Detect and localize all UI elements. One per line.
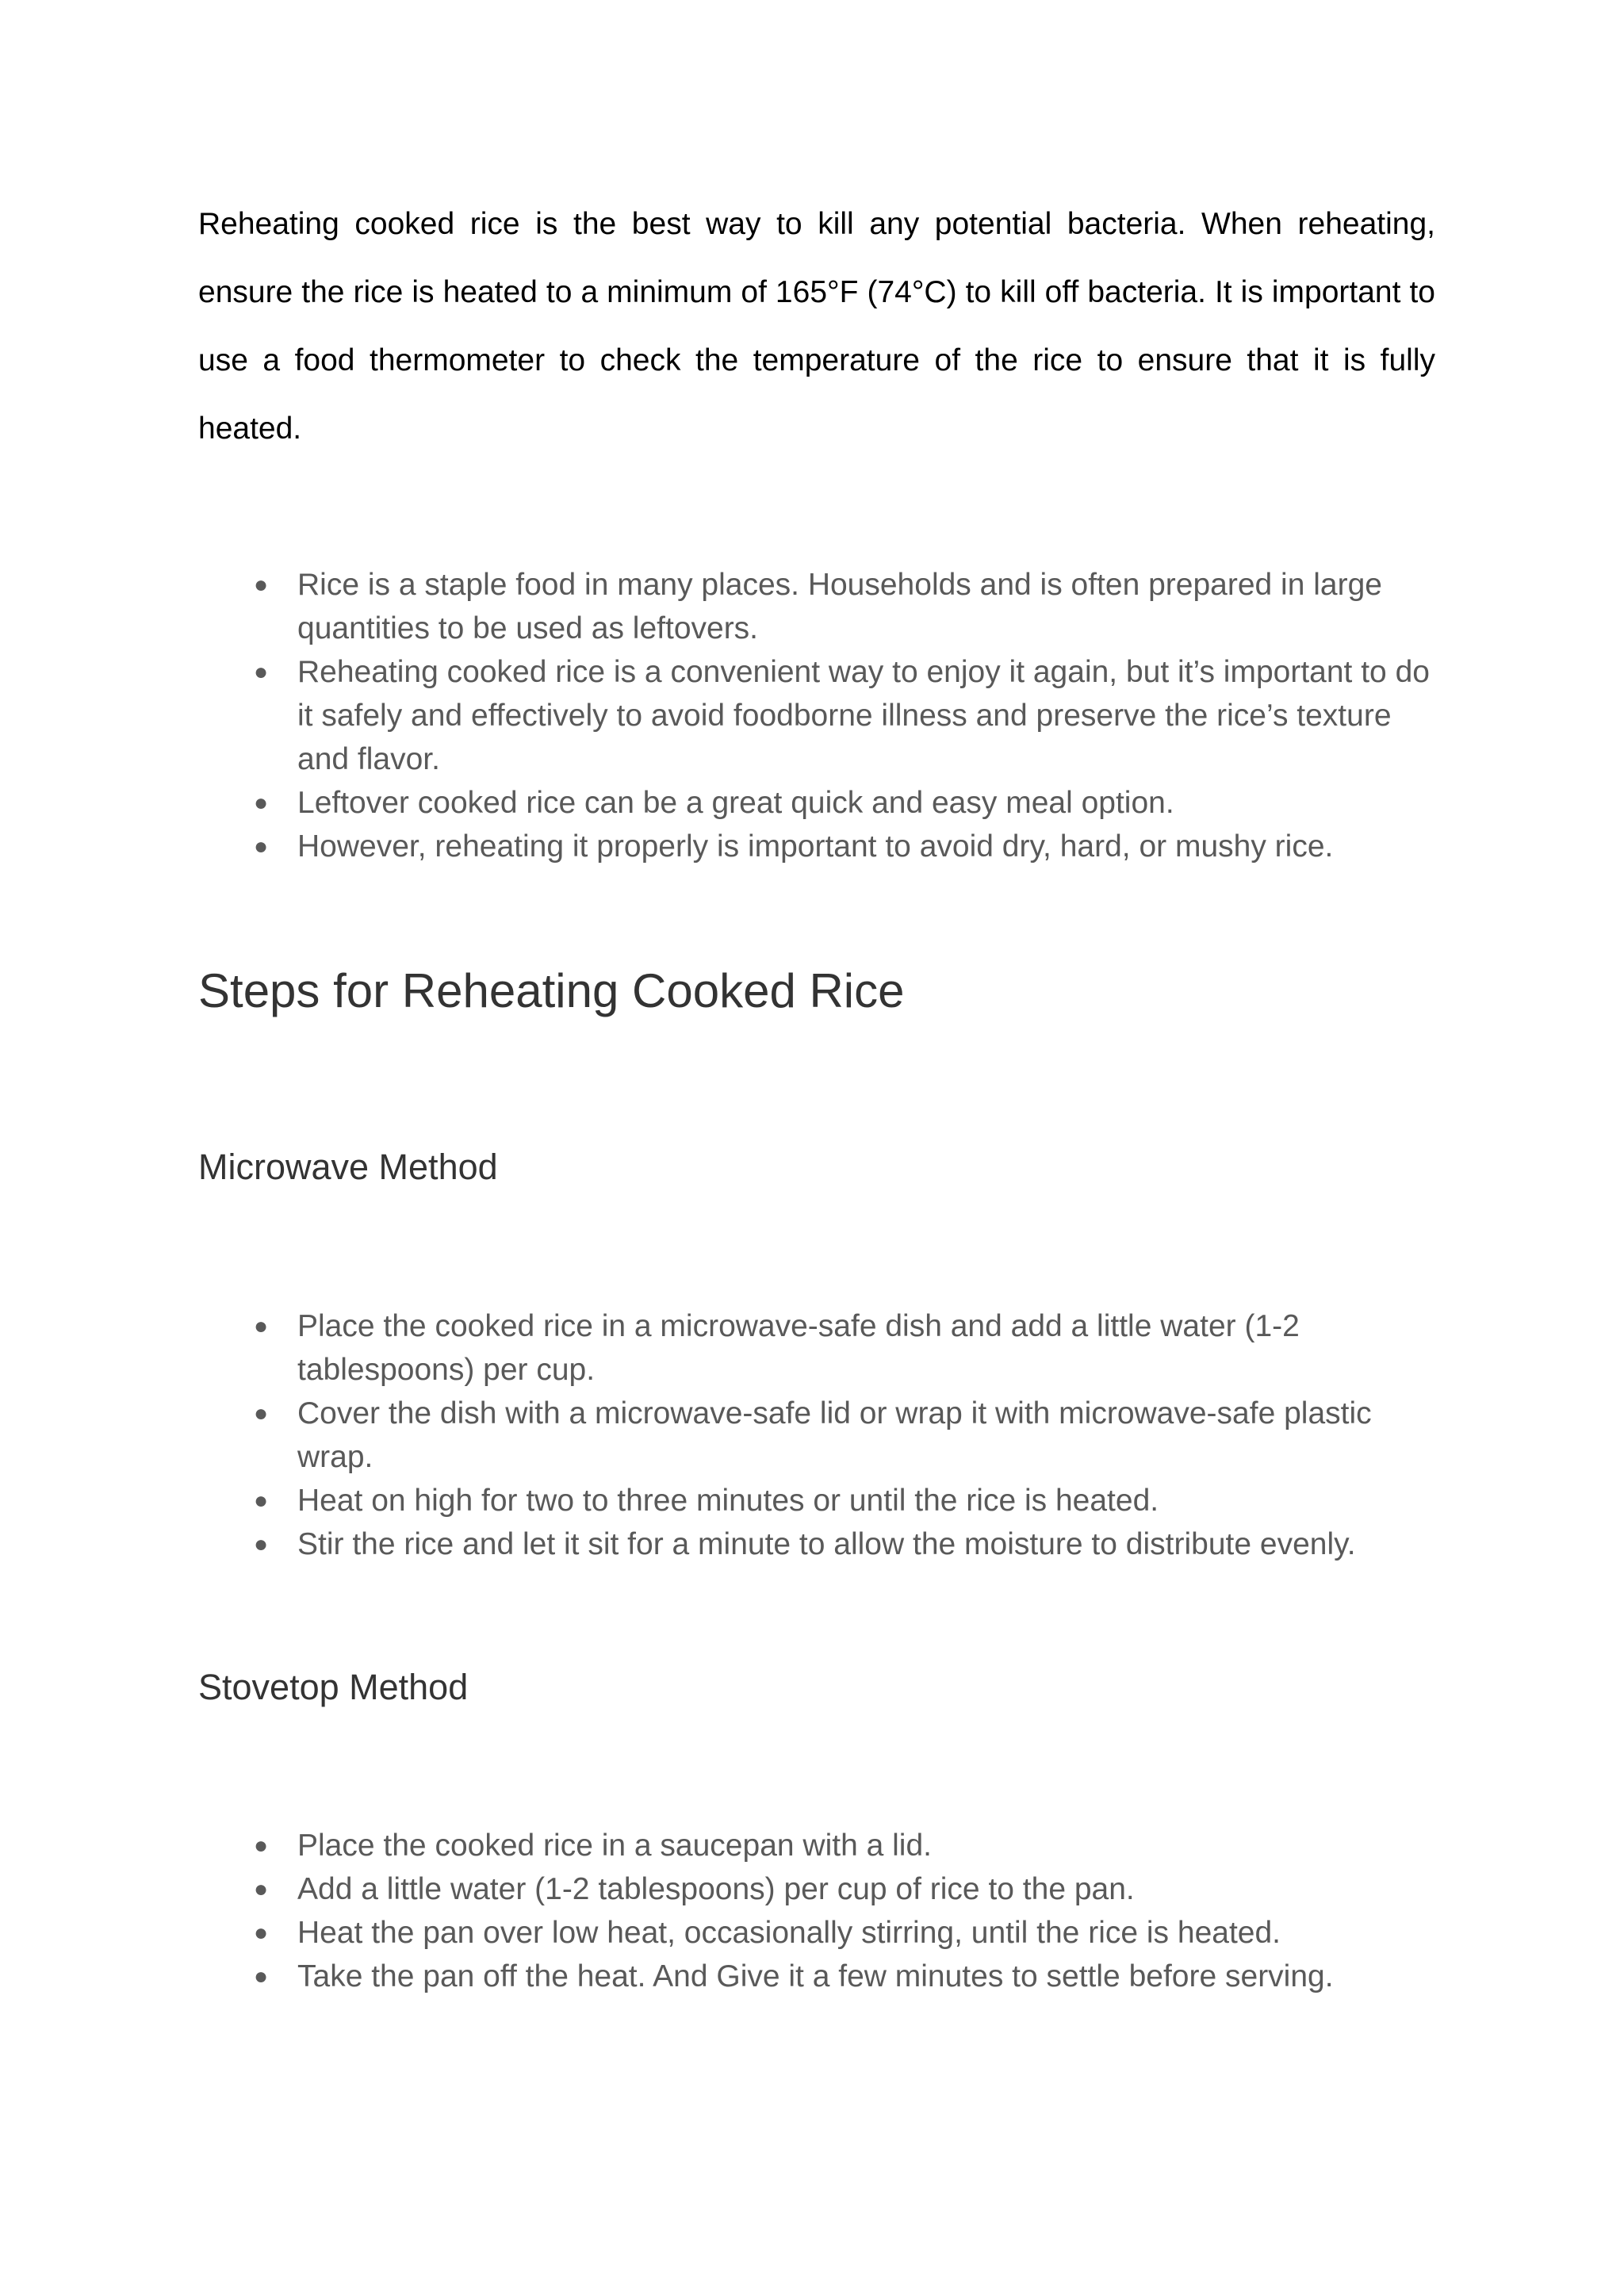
list-item [198,825,1435,868]
list-item [198,1479,1435,1522]
list-item-text: Heat on high for two to three minutes or until the rice is heated. [297,1484,1159,1518]
list-item-text: Stir the rice and let it sit for a minute to allow the moisture to distribute evenly. [297,1527,1356,1561]
list-item [198,1955,1435,1998]
list-item [198,1867,1435,1911]
section-heading: Steps for Reheating Cooked Rice [198,964,905,1017]
bullet-icon: ● [254,1488,269,1514]
stovetop-steps-list [198,1824,1435,1998]
bullet-icon: ● [254,1876,269,1902]
bullet-icon: ● [254,1963,269,1990]
microwave-steps-list [198,1304,1435,1566]
list-item-text: Reheating cooked rice is a convenient way to enjoy it again, but it’s important to do it safely and effectively to avoid foodborne illness and preserve the rice’s texture and flavor. [297,655,1430,776]
bullet-icon: ● [254,1400,269,1427]
bullet-icon: ● [254,572,269,598]
list-item [198,1824,1435,1867]
list-item-text: Heat the pan over low heat, occasionally stirring, until the rice is heated. [297,1916,1281,1950]
bullet-icon: ● [254,790,269,816]
microwave-heading: Microwave Method [198,1147,498,1187]
bullet-icon: ● [254,1531,269,1557]
list-item [198,1911,1435,1955]
stovetop-heading: Stovetop Method [198,1667,469,1707]
list-item-text: However, reheating it properly is important to avoid dry, hard, or mushy rice. [297,829,1334,864]
intro-paragraph: Reheating cooked rice is the best way to kill any potential bacteria. When reheating, ensure the rice is heated to a minimum of 165°F (74°C) to kill off bacteria. It is important to use a food thermometer to check the temperature of the rice to ensure that it is fully heated. [198,207,1435,446]
bullet-icon: ● [254,1920,269,1946]
list-item-text: Rice is a staple food in many places. Households and is often prepared in large quantities to be used as leftovers. [297,568,1382,645]
list-item [198,1392,1435,1479]
list-item-text: Cover the dish with a microwave-safe lid or wrap it with microwave-safe plastic wrap. [297,1396,1372,1474]
list-item [198,1522,1435,1566]
list-item-text: Add a little water (1-2 tablespoons) per cup of rice to the pan. [297,1872,1135,1906]
list-item [198,650,1435,781]
intro-bullet-list [198,563,1435,868]
bullet-icon: ● [254,659,269,685]
list-item [198,781,1435,825]
list-item [198,1304,1435,1392]
bullet-icon: ● [254,1313,269,1339]
list-item-text: Leftover cooked rice can be a great quick and easy meal option. [297,786,1174,820]
bullet-icon: ● [254,833,269,860]
list-item-text: Take the pan off the heat. And Give it a few minutes to settle before serving. [297,1959,1334,1993]
bullet-icon: ● [254,1833,269,1859]
list-item [198,563,1435,650]
list-item-text: Place the cooked rice in a microwave-safe dish and add a little water (1-2 tablespoons) per cup. [297,1309,1300,1387]
list-item-text: Place the cooked rice in a saucepan with a lid. [297,1829,932,1863]
